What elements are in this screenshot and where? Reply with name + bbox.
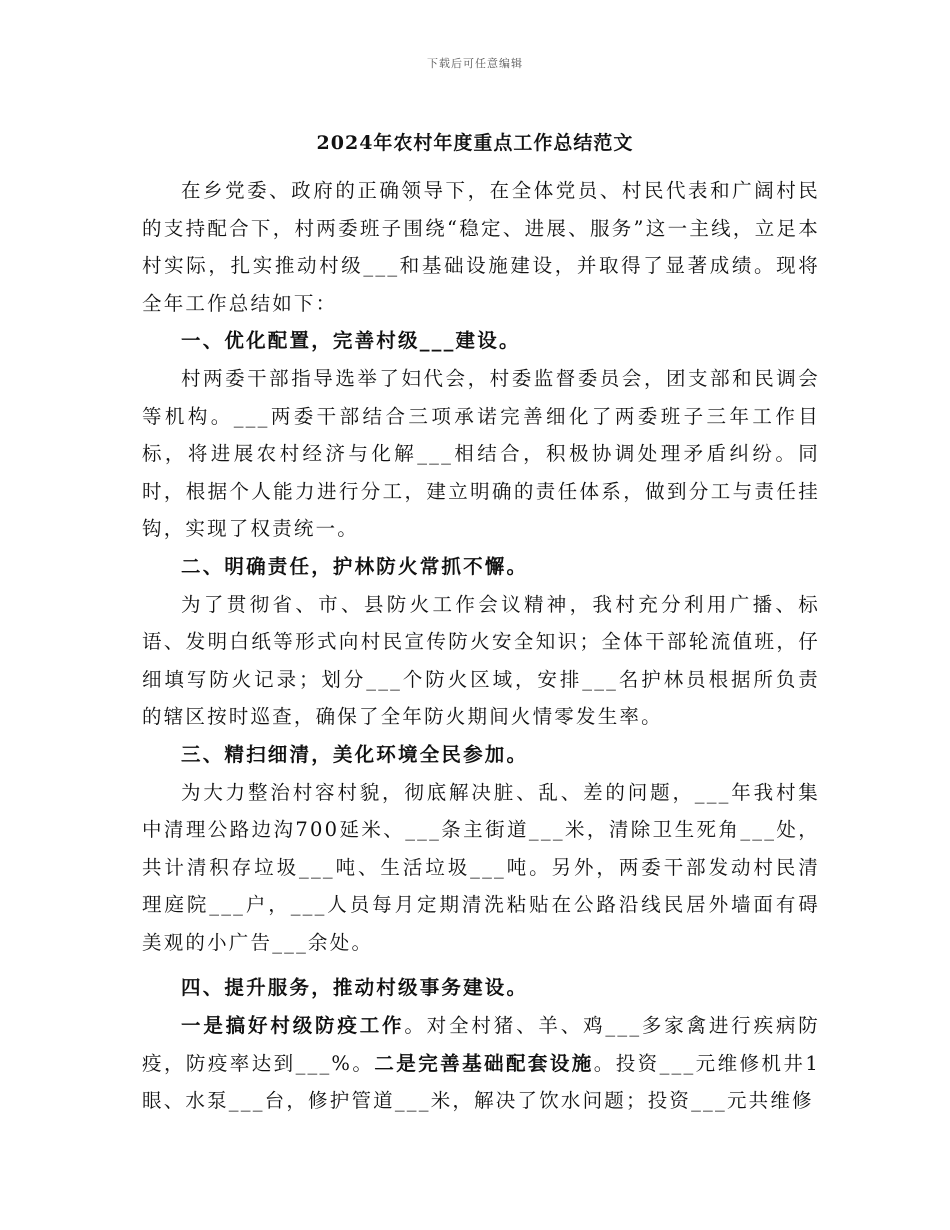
section-3-heading: 三、精扫细清，美化环境全民参加。 xyxy=(181,742,529,766)
section-3-paragraph: 为大力整治村容村貌，彻底解决脏、乱、差的问题，___年我村集中清理公路边沟700延米、___条主街道___米，清除卫生死角___处，共计清积存垃圾___吨、生活垃圾___吨。另外，两委干部发动村民清理庭院___户，___人员每月定期清洗粘贴在公路沿线民居外墙面有碍美观的小广告___余处。 xyxy=(142,780,820,954)
section-1-paragraph: 村两委干部指导选举了妇代会，村委监督委员会，团支部和民调会等机构。___两委干部结合三项承诺完善细化了两委班子三年工作目标，将进展农村经济与化解___相结合，积极协调处理矛盾纠纷。同时，根据个人能力进行分工，建立明确的责任体系，做到分工与责任挂钩，实现了权责统一。 xyxy=(142,366,820,541)
page-header: 下载后可任意编辑 xyxy=(427,57,523,70)
section-4-paragraph xyxy=(142,1007,820,1120)
document-title: 2024年农村年度重点工作总结范文 xyxy=(316,132,634,154)
item-1-title: 一是搞好村级防疫工作 xyxy=(181,1014,405,1038)
item-2-text: 。投资___元维修机井1眼、水泵___台，修护管道___米，解决了饮水问题；投资___元共维修 xyxy=(142,1051,820,1113)
section-1-heading: 一、优化配置，完善村级___建设。 xyxy=(181,329,521,353)
document-body xyxy=(142,172,820,1120)
item-1-text: 。对全村猪、羊、鸡___多家禽进行疾病防疫，防疫率达到___%。 xyxy=(142,1014,820,1075)
section-4-heading: 四、提升服务，推动村级事务建设。 xyxy=(181,976,529,1000)
item-2-title: 二是完善基础配套设施 xyxy=(374,1051,594,1075)
section-2-paragraph: 为了贯彻省、市、县防火工作会议精神，我村充分利用广播、标语、发明白纸等形式向村民宣传防火安全知识；全体干部轮流值班，仔细填写防火记录；划分___个防火区域，安排___名护林员根据所负责的辖区按时巡查，确保了全年防火期间火情零发生率。 xyxy=(142,592,820,729)
intro-paragraph: 在乡党委、政府的正确领导下，在全体党员、村民代表和广阔村民的支持配合下，村两委班子围绕“稳定、进展、服务”这一主线，立足本村实际，扎实推动村级___和基础设施建设，并取得了显著成绩。现将全年工作总结如下： xyxy=(142,179,820,315)
section-2-heading: 二、明确责任，护林防火常抓不懈。 xyxy=(181,554,529,578)
